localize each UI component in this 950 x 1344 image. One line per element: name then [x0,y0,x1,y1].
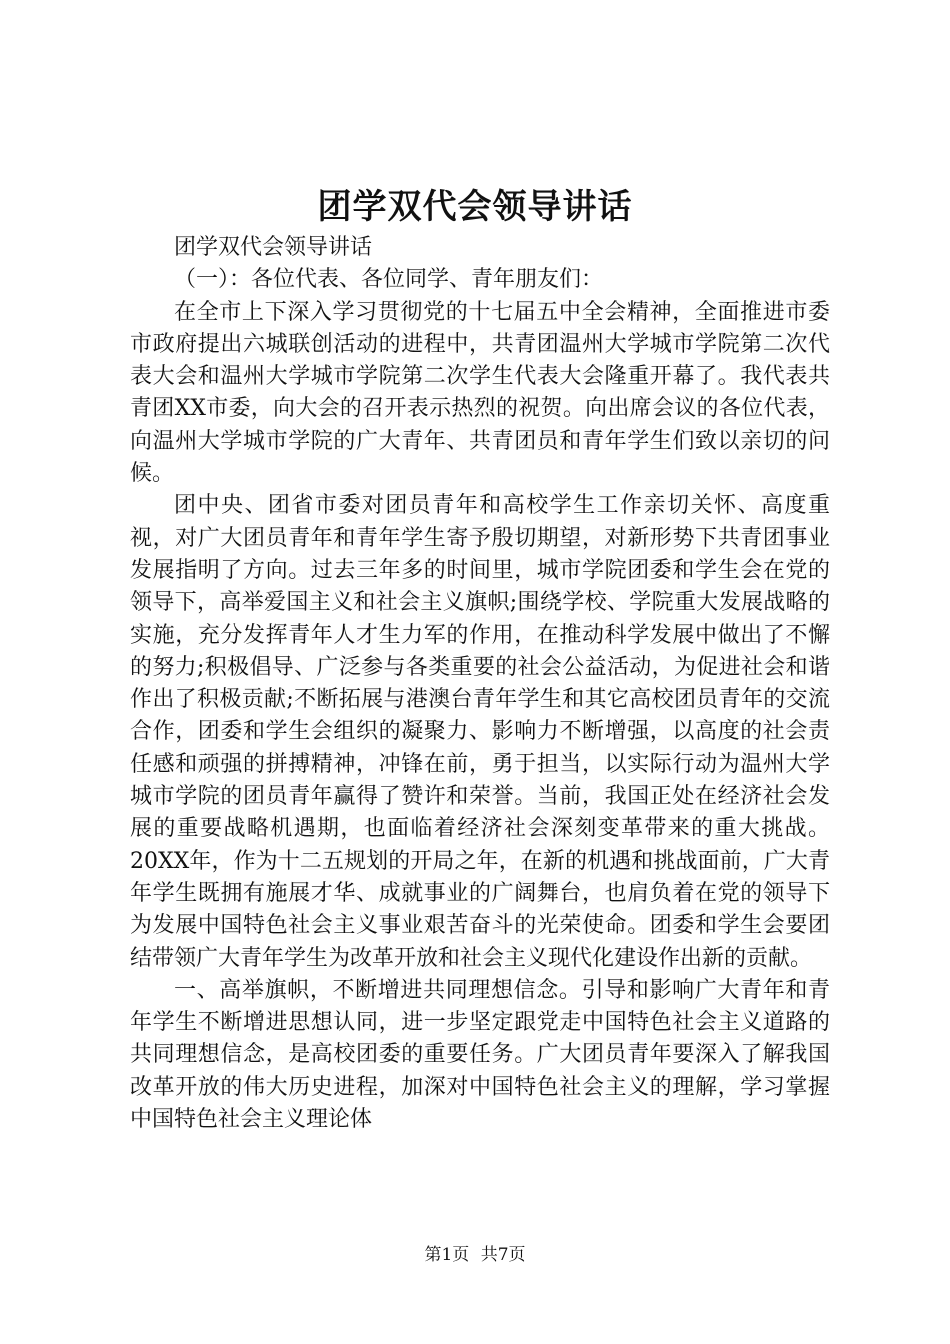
document-body [130,232,830,1136]
paragraph-opening: 在全市上下深入学习贯彻党的十七届五中全会精神，全面推进市委市政府提出六城联创活动的进程中，共青团温州大学城市学院第二次代表大会和温州大学城市学院第二次学生代表大会隆重开幕了。我代表共青团XX市委，向大会的召开表示热烈的祝贺。向出席会议的各位代表，向温州大学城市学院的广大青年、共青团员和青年学生们致以亲切的问候。 [130,299,830,487]
paragraph-section-one: 一、高举旗帜，不断增进共同理想信念。引导和影响广大青年和青年学生不断增进思想认同，进一步坚定跟党走中国特色社会主义道路的共同理想信念，是高校团委的重要任务。广大团员青年要深入了解我国改革开放的伟大历史进程，加深对中国特色社会主义的理解，学习掌握中国特色社会主义理论体 [130,977,830,1133]
paragraph-review: 团中央、团省市委对团员青年和高校学生工作亲切关怀、高度重视，对广大团员青年和青年学生寄予殷切期望，对新形势下共青团事业发展指明了方向。过去三年多的时间里，城市学院团委和学生会在党的领导下，高举爱国主义和社会主义旗帜;围绕学校、学院重大发展战略的实施，充分发挥青年人才生力军的作用，在推动科学发展中做出了不懈的努力;积极倡导、广泛参与各类重要的社会公益活动，为促进社会和谐作出了积极贡献;不断拓展与港澳台青年学生和其它高校团员青年的交流合作，团委和学生会组织的凝聚力、影响力不断增强，以高度的社会责任感和顽强的拼搏精神，冲锋在前，勇于担当，以实际行动为温州大学城市学院的团员青年赢得了赞许和荣誉。当前，我国正处在经济社会发展的重要战略机遇期，也面临着经济社会深刻变革带来的重大挑战。20XX年，作为十二五规划的开局之年，在新的机遇和挑战面前，广大青年学生既拥有施展才华、成就事业的广阔舞台，也肩负着在党的领导下为发展中国特色社会主义事业艰苦奋斗的光荣使命。团委和学生会要团结带领广大青年学生为改革开放和社会主义现代化建设作出新的贡献。 [130,493,830,971]
paragraph-subtitle: 团学双代会领导讲话 [174,235,373,260]
page-number: 第1页 [424,1245,470,1265]
document-title: 团学双代会领导讲话 [317,187,633,227]
paragraph-salutation: （一）：各位代表、各位同学、青年朋友们： [174,267,604,293]
page-footer [0,1243,950,1267]
page-total: 共7页 [480,1245,526,1265]
